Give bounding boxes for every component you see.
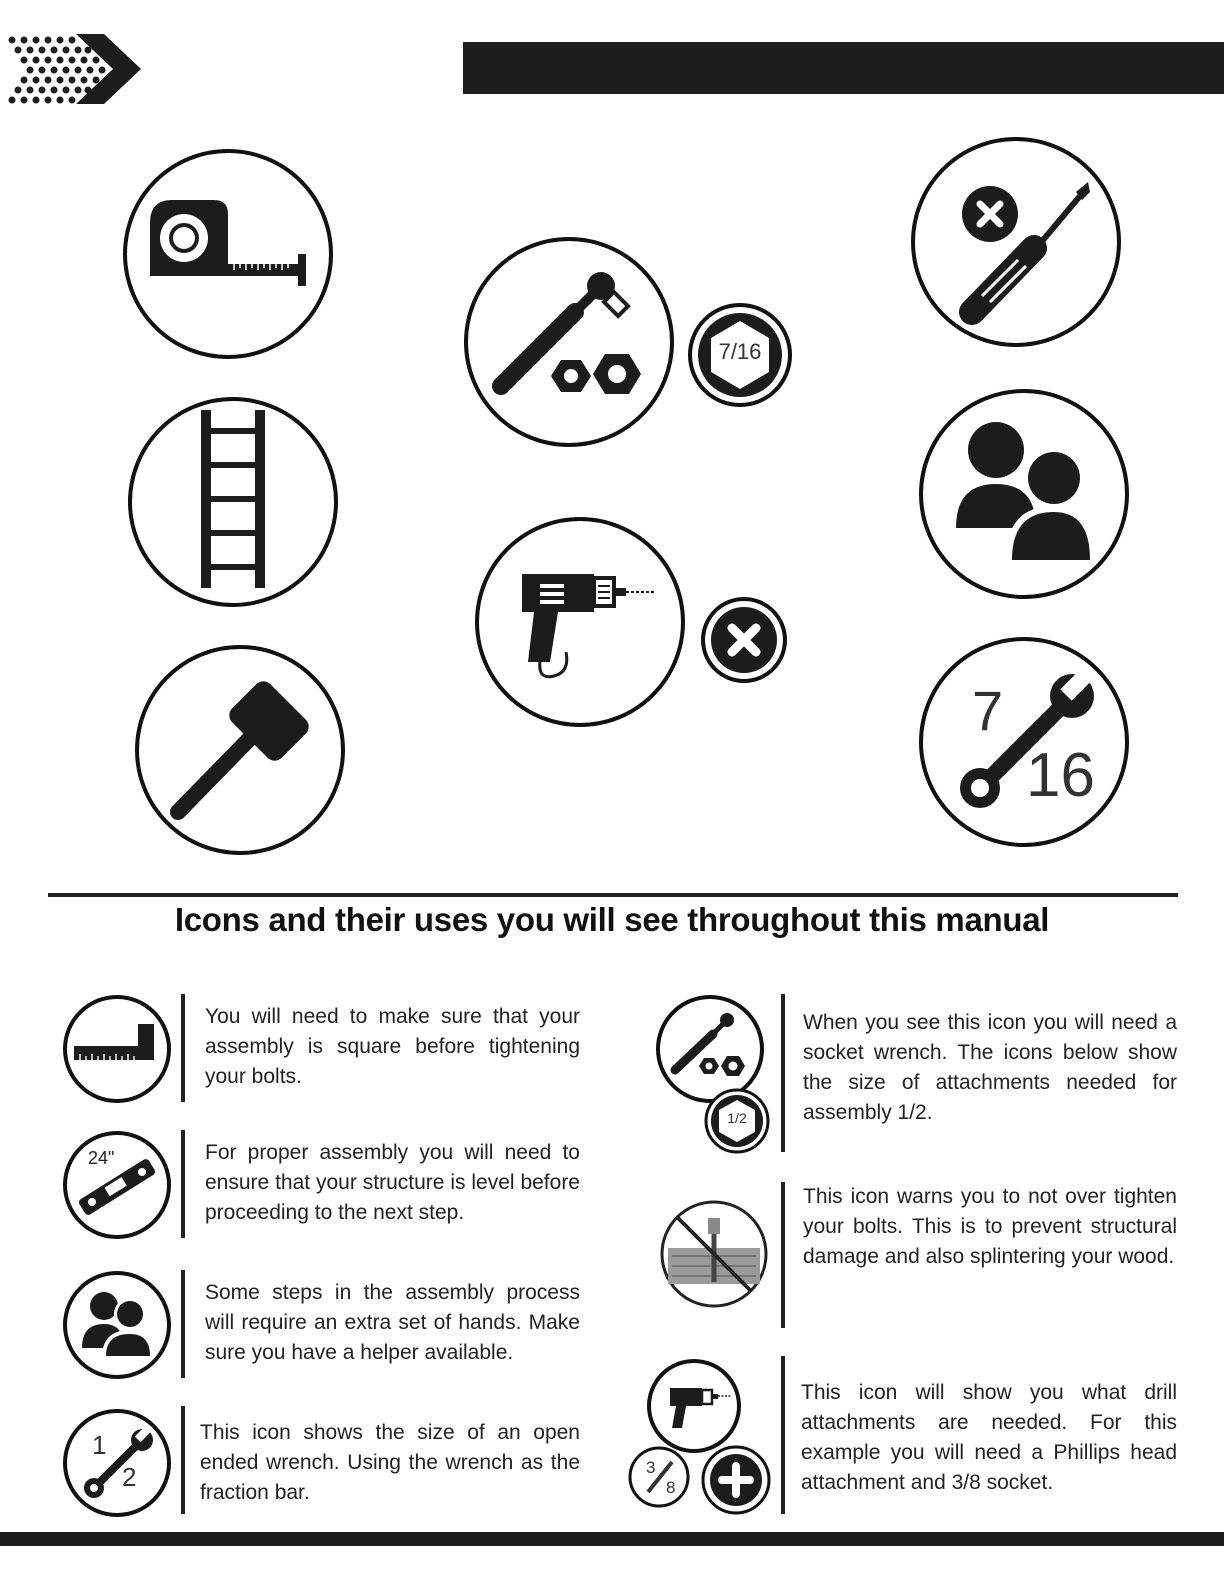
bit-numerator: 3: [646, 1458, 656, 1477]
legend-drill-text: This icon will show you what drill attachments are needed. For this example you will need a Phillips head attachment and 3/8 socket.: [801, 1381, 1177, 1494]
legend-socket-badge: [704, 1088, 770, 1154]
legend-helper-text: Some steps in the assembly process will require an extra set of hands. Make sure you have a helper available.: [205, 1281, 580, 1364]
phillips-head-icon: [700, 596, 788, 684]
tape-measure-icon: [122, 148, 334, 360]
legend-separator: [181, 1130, 185, 1238]
helper-icon: [62, 1270, 172, 1380]
legend-level-text: For proper assembly you will need to ensure that your structure is level before proceeding to the next step.: [205, 1141, 580, 1224]
legend-phillips-badge: [700, 1444, 772, 1516]
legend-separator: [781, 994, 785, 1152]
legend-separator: [781, 1182, 785, 1328]
open-wrench-showcase: [918, 636, 1130, 848]
wrench-small-denominator: 2: [122, 1462, 137, 1492]
legend-no-overtighten-text: This icon warns you to not over tighten your bolts. This is to prevent structural damage and also splintering your wood.: [803, 1185, 1177, 1268]
two-people-icon: [918, 388, 1130, 600]
legend-separator: [781, 1356, 785, 1514]
mallet-icon: [134, 644, 346, 856]
level-length-badge: 24": [88, 1148, 115, 1168]
legend-bit-badge: [628, 1446, 690, 1508]
wrench-small-numerator: 1: [92, 1430, 107, 1460]
phillips-bit-badge: [700, 596, 788, 684]
socket-small-label: 1/2: [727, 1110, 747, 1126]
header-bar: [463, 42, 1224, 94]
drill-icon: [474, 516, 686, 728]
drill-small-icon: [646, 1358, 742, 1454]
wrench-numerator: 7: [972, 679, 1004, 742]
legend-wrench-icon-wrap: [62, 1408, 172, 1518]
drill-showcase: [474, 516, 686, 728]
ladder-icon: [127, 396, 339, 608]
open-wrench-icon: [918, 636, 1130, 848]
legend-drill-icon-wrap: [646, 1358, 742, 1454]
screwdriver-icon: [910, 136, 1122, 348]
helpers-showcase: [918, 388, 1130, 600]
open-wrench-small-icon: [62, 1408, 172, 1518]
phillips-plus-icon: [700, 1444, 772, 1516]
mallet-showcase: [134, 644, 346, 856]
square-icon: [62, 994, 172, 1104]
footer-bar: [0, 1532, 1224, 1546]
legend-wrench-text: This icon shows the size of an open ended wrench. Using the wrench as the fraction bar.: [200, 1421, 580, 1504]
legend-level-icon-wrap: [62, 1130, 172, 1240]
legend-socket-text: When you see this icon you will need a socket wrench. The icons below show the size of attachments needed for assembly 1/2.: [803, 1011, 1177, 1124]
legend-separator: [181, 994, 185, 1102]
legend-helper-icon-wrap: [62, 1270, 172, 1380]
tape-measure-showcase: [122, 148, 334, 360]
socket-wrench-icon: [463, 236, 675, 448]
legend-no-overtighten-icon-wrap: [658, 1198, 770, 1310]
socket-size-badge: [686, 301, 794, 409]
socket-wrench-showcase: [463, 236, 675, 448]
screwdriver-showcase: [910, 136, 1122, 348]
legend-separator: [181, 1270, 185, 1378]
legend-separator: [181, 1406, 185, 1514]
ladder-showcase: [127, 396, 339, 608]
legend-square-icon-wrap: [62, 994, 172, 1104]
chevron-dots-logo-icon: [6, 34, 146, 104]
bit-denominator: 8: [666, 1478, 676, 1497]
level-icon: [62, 1130, 172, 1240]
socket-size-label: 7/16: [718, 339, 762, 364]
section-title: Icons and their uses you will see throughout this manual: [174, 901, 1050, 938]
bit-size-icon: [628, 1446, 690, 1508]
no-overtighten-icon: [658, 1198, 770, 1310]
wrench-denominator: 16: [1026, 741, 1095, 810]
legend-square-text: You will need to make sure that your assembly is square before tightening your bolts.: [205, 1005, 580, 1088]
logo: [6, 34, 146, 104]
